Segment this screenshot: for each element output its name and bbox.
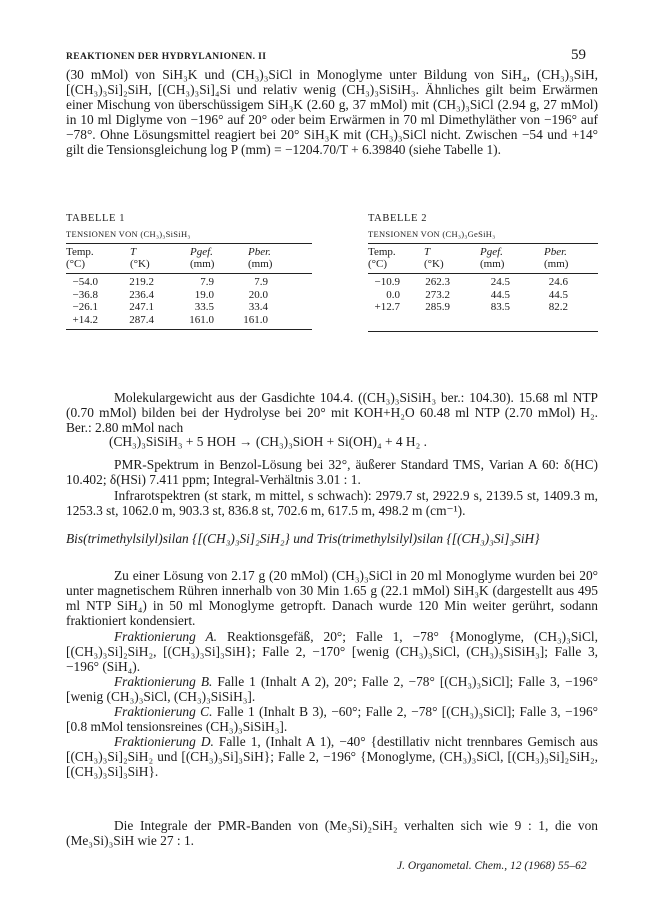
section-heading: Bis(trimethylsilyl)silan {[(CH₃)₃Si]₂SiH₂} und Tris(trimethylsilyl)silan {[(CH₃)₃Si]₃SiH}	[66, 531, 540, 546]
table-2-caption: TABELLE 2	[368, 213, 428, 224]
table-1-bottom-rule	[66, 329, 312, 330]
table-2-header-cell: Pgef.	[480, 246, 503, 258]
fractionation-paragraph	[66, 674, 598, 704]
table1-cell: −36.8	[72, 288, 98, 301]
fractionation-paragraph	[66, 629, 598, 674]
table1-cell: 287.4	[129, 313, 154, 326]
table1-cell: 7.9	[200, 276, 214, 288]
table-2	[368, 213, 598, 332]
table1-cell: 33.5	[194, 301, 214, 313]
fractionation-paragraph	[66, 704, 598, 734]
table1-cell: −26.1	[72, 301, 98, 313]
fractionation-list	[66, 629, 598, 779]
table-2-header-cell: Pber.	[544, 246, 567, 258]
fractionation-label: Fraktionierung C.	[114, 704, 213, 719]
table-2-unit-cell: (°C)	[368, 258, 388, 270]
table2-cell: 24.6	[548, 276, 568, 288]
table-2-header-cell: T	[424, 246, 431, 258]
table1-cell: 7.9	[254, 276, 268, 288]
table1-cell: 20.0	[248, 288, 268, 301]
table-1-unit-cell: (°K)	[130, 258, 150, 270]
table-1-unit-cell: (°C)	[66, 258, 86, 270]
table-2-subtitle: TENSIONEN VON (CH₃)₃GeSiH₃	[368, 229, 496, 239]
table1-cell: 219.2	[129, 276, 154, 288]
table1-cell: 161.0	[243, 313, 268, 326]
fractionation-text: Falle 1 (Inhalt A 2), 20°; Falle 2, −78° [(CH₃)₃SiCl]; Falle 3, −196° [wenig (CH₃)₃SiCl, (CH₃)₃SiSiH₃].	[66, 674, 598, 704]
table-1-unit-cell: (mm)	[190, 258, 215, 270]
table-1-body	[66, 276, 312, 326]
table2-cell: 82.2	[548, 301, 568, 313]
table-1-header-cell: Pgef.	[190, 246, 213, 258]
hydrolysis-equation: (CH₃)₃SiSiH₃ + 5 HOH → (CH₃)₃SiOH + Si(OH)₄ + 4 H₂ .	[109, 434, 427, 449]
table1-cell: 33.4	[248, 301, 268, 313]
table1-cell: −54.0	[72, 276, 98, 288]
page-number: 59	[571, 47, 586, 63]
table2-cell: 0.0	[386, 288, 400, 301]
table-2-unit-cell: (mm)	[480, 258, 505, 270]
table-1-header-cell: T	[130, 246, 137, 258]
table-1-subtitle: TENSIONEN VON (CH₃)₃SiSiH₃	[66, 229, 191, 239]
body-paragraph: PMR-Spektrum in Benzol-Lösung bei 32°, äußerer Standard TMS, Varian A 60: δ(HC) 10.402; δ(HSi) 7.411 ppm; Integral-Verhältnis 3.01 : 1.	[66, 457, 598, 487]
table-2-body	[368, 276, 598, 314]
body-paragraph: (30 mMol) von SiH₃K und (CH₃)₃SiCl in Monoglyme unter Bildung von SiH₄, (CH₃)₃SiH, [(CH₃)₃Si]₂SiH, [(CH₃)₃Si]₄Si und relativ wenig (CH₃)₃SiSiH₃. Ähnliches gilt beim Erwärmen einer Mischung von überschüssigem SiH₃K (2.60 g, 37 mMol) mit (CH₃)₃SiCl (2.94 g, 27 mMol) in 10 ml Diglyme von −196° auf 20° oder beim Erwärmen in 70 ml Dimethyläther von −196° auf −78°. Ohne Lösungsmittel reagiert bei 20° SiH₃K mit (CH₃)₃SiCl nicht. Zwischen −54 und +14° gilt die Tensionsgleichung log P (mm) = −1204.70/T + 6.39840 (siehe Tabelle 1).	[66, 67, 598, 157]
fractionation-label: Fraktionierung B.	[114, 674, 213, 689]
table2-cell: 83.5	[490, 301, 510, 313]
table2-cell: 273.2	[425, 288, 450, 301]
table-1	[66, 213, 312, 330]
table2-cell: 44.5	[490, 288, 510, 301]
table2-cell: 262.3	[425, 276, 450, 288]
table-2-header-cell: Temp.	[368, 246, 396, 258]
table-1-header-cell: Temp.	[66, 246, 94, 258]
table-1-header-cell: Pber.	[248, 246, 271, 258]
fractionation-label: Fraktionierung D.	[114, 734, 214, 749]
table1-cell: 19.0	[194, 288, 214, 301]
table-1-caption: TABELLE 1	[66, 213, 126, 224]
table-2-mid-rule	[368, 273, 598, 274]
fractionation-text: Falle 1 (Inhalt B 3), −60°; Falle 2, −78° [(CH₃)₃SiCl]; Falle 3, −196° [0.8 mMol tensionsreines (CH₃)₃SiSiH₃].	[66, 704, 599, 734]
running-title: REAKTIONEN DER HYDRYLANIONEN. II	[66, 52, 267, 62]
table2-cell: 24.5	[490, 276, 510, 288]
table-2-header	[368, 244, 598, 270]
table1-cell: 161.0	[189, 313, 214, 326]
body-paragraph: Die Integrale der PMR-Banden von (Me₃Si)₂SiH₂ verhalten sich wie 9 : 1, die von (Me₃Si)₃SiH wie 27 : 1.	[66, 818, 598, 848]
fractionation-text: Falle 1, (Inhalt A 1), −40° {destillativ nicht trennbares Gemisch aus [(CH₃)₃Si]₂SiH₂ und [(CH₃)₃Si]₃SiH}; Falle 2, −196° {Monoglyme, (CH₃)₃SiCl, [(CH₃)₃Si]₂SiH₂, [(CH₃)₃Si]₃SiH}.	[66, 734, 598, 779]
fractionation-text: Reaktionsgefäß, 20°; Falle 1, −78° {Monoglyme, (CH₃)₃SiCl, [(CH₃)₃Si]₂SiH₂, [(CH₃)₃Si]₃SiH}; Falle 2, −170° [wenig (CH₃)₃SiCl, (CH₃)₃SiSiH₃]; Falle 3, −196° (SiH₄).	[66, 629, 598, 674]
table2-cell: 44.5	[548, 288, 568, 301]
table1-cell: 247.1	[129, 301, 154, 313]
table2-cell: −10.9	[374, 276, 400, 288]
table-2-unit-cell: (mm)	[544, 258, 569, 270]
table2-cell: 285.9	[425, 301, 450, 313]
table-1-header	[66, 244, 312, 270]
table-1-unit-cell: (mm)	[248, 258, 273, 270]
table2-cell: +12.7	[374, 301, 400, 313]
table-2-bottom-rule	[368, 331, 598, 332]
journal-citation: J. Organometal. Chem., 12 (1968) 55–62	[397, 860, 587, 872]
table-1-mid-rule	[66, 273, 312, 274]
table-2-unit-cell: (°K)	[424, 258, 444, 270]
fractionation-paragraph	[66, 734, 598, 779]
body-paragraph: Infrarotspektren (st stark, m mittel, s schwach): 2979.7 st, 2922.9 s, 2139.5 st, 1409.3 m, 1253.3 st, 1062.0 m, 903.3 st, 836.8 st, 702.6 m, 617.5 m, 498.2 m (cm⁻¹).	[66, 488, 598, 518]
body-paragraph: Zu einer Lösung von 2.17 g (20 mMol) (CH₃)₃SiCl in 20 ml Monoglyme wurden bei 20° unter magnetischem Rühren innerhalb von 30 Min 1.65 g (22.1 mMol) SiH₃K (dargestellt aus 495 ml NTP SiH₄) in 50 ml Monoglyme getropft. Danach wurde 120 Min weiter gerührt, sodann fraktioniert kondensiert.	[66, 568, 598, 628]
body-paragraph: Molekulargewicht aus der Gasdichte 104.4. ((CH₃)₃SiSiH₃ ber.: 104.30). 15.68 ml NTP (0.70 mMol) bilden bei der Hydrolyse bei 20° mit KOH+H₂O 60.48 ml NTP (2.70 mMol) H₂. Ber.: 2.80 mMol nach	[66, 390, 598, 435]
table1-cell: +14.2	[72, 313, 98, 326]
fractionation-label: Fraktionierung A.	[114, 629, 218, 644]
table1-cell: 236.4	[129, 288, 154, 301]
